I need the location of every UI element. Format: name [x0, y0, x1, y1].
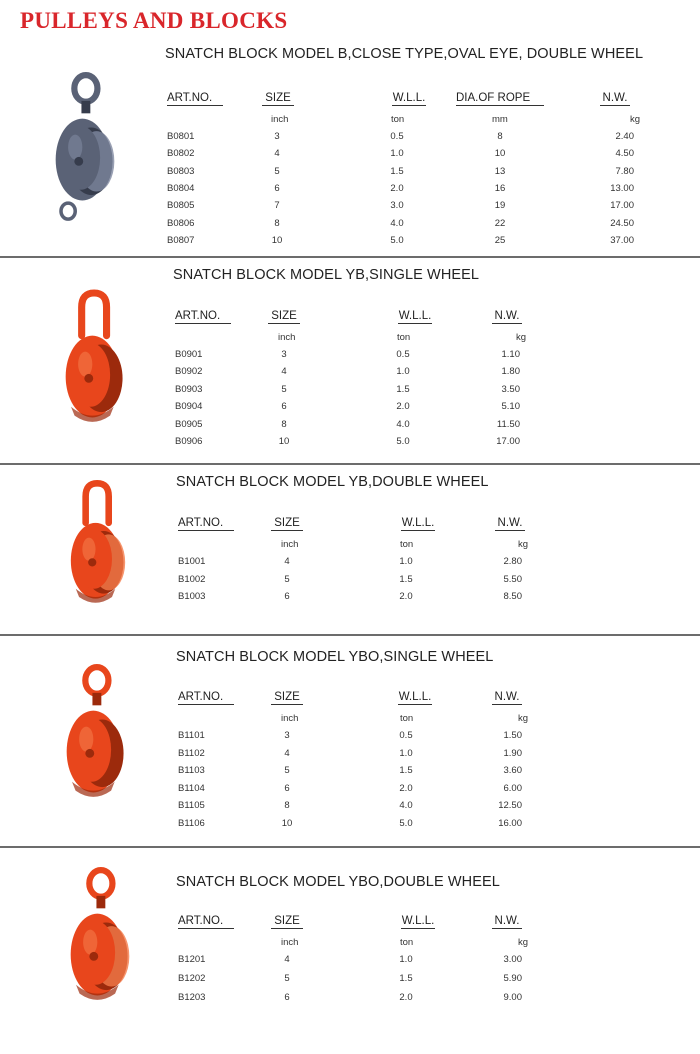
cell-wll: 5.0 — [399, 817, 413, 829]
column-header-label: ART.NO. — [167, 92, 213, 104]
cell-size: 4 — [284, 954, 290, 965]
column-header-label: N.W. — [494, 691, 520, 703]
cell-size: 6 — [284, 782, 290, 794]
cell-art: B1201 — [178, 954, 206, 965]
cell-size: 5 — [281, 383, 287, 395]
column-header-label: SIZE — [274, 517, 300, 529]
cell-size: 6 — [284, 992, 290, 1003]
cell-size: 5 — [284, 765, 290, 776]
cell-nw: 7.80 — [615, 165, 634, 177]
cell-size: 10 — [271, 234, 283, 246]
header-underline — [492, 928, 522, 929]
cell-nw: 6.00 — [503, 782, 522, 794]
axle-shape — [89, 952, 98, 961]
column-header-label: N.W. — [602, 92, 628, 104]
header-underline — [178, 704, 234, 705]
cell-size: 5 — [284, 973, 290, 984]
column-header-label: ART.NO. — [178, 691, 224, 703]
cell-dia: 10 — [494, 148, 506, 160]
section-divider — [0, 463, 700, 465]
axle-shape — [84, 374, 93, 383]
cell-art: B0903 — [175, 383, 203, 395]
cell-wll: 1.0 — [399, 556, 413, 567]
header-underline — [401, 530, 435, 531]
column-header-label: SIZE — [271, 310, 297, 322]
cell-nw: 17.00 — [496, 436, 520, 447]
cell-nw: 16.00 — [498, 817, 522, 829]
header-underline — [398, 323, 432, 324]
cell-art: B0906 — [175, 436, 203, 447]
column-header-label: W.L.L. — [401, 517, 435, 529]
cell-nw: 1.50 — [503, 730, 522, 741]
header-underline — [167, 105, 223, 106]
cell-art: B0902 — [175, 366, 203, 378]
cell-art: B0806 — [167, 217, 195, 229]
column-unit-size: inch — [281, 713, 299, 724]
cell-size: 8 — [274, 217, 280, 229]
column-unit-size: inch — [281, 539, 299, 550]
column-header-art — [167, 92, 223, 106]
cell-wll: 4.0 — [399, 800, 413, 811]
section-divider — [0, 256, 700, 258]
cell-size: 4 — [284, 556, 290, 567]
cell-art: B1106 — [178, 817, 205, 829]
axle-shape — [74, 157, 83, 166]
column-header-label: DIA.OF ROPE — [456, 92, 531, 104]
column-unit-nw: kg — [517, 539, 528, 550]
column-header-dia — [456, 92, 544, 106]
cell-wll: 5.0 — [390, 234, 404, 246]
column-header-wll — [398, 691, 432, 705]
cell-nw: 3.60 — [503, 765, 522, 776]
cell-nw: 37.00 — [610, 234, 634, 246]
cell-art: B1105 — [178, 800, 205, 811]
cell-size: 6 — [284, 591, 290, 602]
cell-nw: 1.90 — [503, 747, 522, 759]
cell-art: B1002 — [178, 573, 206, 585]
header-underline — [271, 928, 303, 929]
cell-wll: 3.0 — [390, 200, 404, 212]
cell-art: B1102 — [178, 747, 205, 759]
cell-nw: 1.80 — [501, 366, 520, 378]
cell-wll: 1.5 — [396, 383, 410, 395]
cell-wll: 1.5 — [390, 165, 404, 177]
header-underline — [268, 323, 300, 324]
snatch-block-image — [56, 650, 136, 830]
cell-art: B0803 — [167, 165, 195, 177]
axle-shape — [85, 749, 94, 758]
cell-size: 7 — [274, 200, 280, 212]
column-header-nw — [492, 691, 522, 705]
cell-nw: 2.40 — [615, 131, 634, 142]
header-underline — [495, 530, 525, 531]
column-header-wll — [398, 310, 432, 324]
cell-wll: 1.0 — [399, 954, 413, 965]
column-header-art — [178, 517, 234, 531]
column-header-size — [271, 915, 303, 929]
cell-wll: 0.5 — [399, 730, 413, 741]
cell-size: 3 — [284, 730, 290, 741]
cell-wll: 4.0 — [390, 217, 404, 229]
column-unit-wll: ton — [391, 114, 405, 125]
column-header-label: SIZE — [265, 92, 291, 104]
cell-wll: 0.5 — [396, 349, 410, 360]
cell-wll: 0.5 — [390, 131, 404, 142]
cell-size: 10 — [278, 436, 290, 447]
header-underline — [271, 530, 303, 531]
header-underline — [600, 105, 630, 106]
column-unit-size: inch — [281, 937, 299, 948]
snatch-block-image — [45, 62, 125, 234]
axle-shape — [88, 558, 96, 566]
column-unit-nw: kg — [515, 332, 526, 343]
section-title: SNATCH BLOCK MODEL YB,SINGLE WHEEL — [173, 267, 480, 283]
shackle-shape — [82, 293, 107, 336]
cell-wll: 1.5 — [399, 765, 413, 776]
header-underline — [178, 530, 234, 531]
header-underline — [492, 704, 522, 705]
shackle-shape — [86, 483, 109, 523]
cell-art: B0901 — [175, 349, 203, 360]
cell-size: 5 — [274, 165, 280, 177]
header-underline — [262, 105, 294, 106]
cell-wll: 1.0 — [399, 747, 413, 759]
column-unit-nw: kg — [629, 114, 640, 125]
cell-wll: 2.0 — [399, 992, 413, 1003]
column-unit-nw: kg — [517, 713, 528, 724]
swivel-eye-shape — [85, 667, 108, 694]
cell-nw: 13.00 — [610, 182, 634, 194]
cell-wll: 2.0 — [399, 591, 413, 602]
column-header-label: N.W. — [494, 310, 520, 322]
column-unit-wll: ton — [400, 937, 414, 948]
header-underline — [456, 105, 544, 106]
column-header-label: SIZE — [274, 915, 300, 927]
cell-art: B1001 — [178, 556, 206, 567]
cell-nw: 17.00 — [610, 200, 634, 212]
column-header-size — [271, 517, 303, 531]
column-header-label: N.W. — [497, 517, 523, 529]
section-divider — [0, 846, 700, 848]
section-title: SNATCH BLOCK MODEL YB,DOUBLE WHEEL — [176, 474, 489, 490]
cell-nw: 3.00 — [503, 954, 522, 965]
snatch-block-image — [60, 858, 140, 1028]
column-header-label: W.L.L. — [398, 691, 432, 703]
cell-size: 6 — [274, 182, 280, 194]
column-unit-wll: ton — [397, 332, 411, 343]
cell-size: 5 — [284, 573, 290, 585]
page-title: PULLEYS AND BLOCKS — [20, 8, 288, 33]
header-underline — [392, 105, 426, 106]
column-header-wll — [401, 915, 435, 929]
cell-wll: 1.5 — [399, 973, 413, 984]
column-header-size — [262, 92, 294, 106]
section-title: SNATCH BLOCK MODEL YBO,DOUBLE WHEEL — [176, 874, 500, 890]
cell-art: B0802 — [167, 148, 195, 160]
cell-art: B1202 — [178, 973, 206, 984]
cell-nw: 2.80 — [503, 556, 522, 567]
cell-art: B0804 — [167, 182, 195, 194]
cell-nw: 5.50 — [503, 573, 522, 585]
cell-dia: 25 — [494, 234, 506, 246]
cell-art: B1101 — [178, 730, 205, 741]
column-header-label: N.W. — [494, 915, 520, 927]
header-underline — [401, 928, 435, 929]
cell-wll: 5.0 — [396, 436, 410, 447]
snatch-block-image — [55, 285, 135, 445]
cell-wll: 4.0 — [396, 418, 410, 430]
cell-size: 4 — [284, 747, 290, 759]
cell-dia: 16 — [494, 182, 506, 194]
cell-size: 8 — [284, 800, 290, 811]
cell-size: 8 — [281, 418, 287, 430]
header-underline — [178, 928, 234, 929]
cell-nw: 8.50 — [503, 591, 522, 602]
column-header-size — [268, 310, 300, 324]
cell-wll: 2.0 — [390, 182, 404, 194]
cell-nw: 5.10 — [501, 401, 520, 413]
cell-art: B0801 — [167, 131, 195, 142]
cell-nw: 12.50 — [498, 800, 522, 811]
column-header-wll — [401, 517, 435, 531]
cell-wll: 2.0 — [399, 782, 413, 794]
cell-size: 4 — [274, 148, 280, 160]
cell-art: B0807 — [167, 234, 195, 246]
column-header-nw — [495, 517, 525, 531]
cell-art: B0805 — [167, 200, 195, 212]
column-unit-wll: ton — [400, 539, 414, 550]
swivel-eye-shape — [89, 870, 112, 897]
column-unit-dia: mm — [492, 114, 508, 125]
cell-art: B1203 — [178, 992, 206, 1003]
column-header-label: ART.NO. — [175, 310, 221, 322]
column-header-label: SIZE — [274, 691, 300, 703]
column-header-art — [175, 310, 231, 324]
cell-size: 4 — [281, 366, 287, 378]
cell-size: 3 — [274, 131, 280, 142]
column-header-label: W.L.L. — [392, 92, 426, 104]
section-divider — [0, 634, 700, 636]
cell-art: B0904 — [175, 401, 203, 413]
cell-wll: 1.0 — [396, 366, 410, 378]
cell-dia: 8 — [497, 131, 503, 142]
header-underline — [175, 323, 231, 324]
column-unit-size: inch — [271, 114, 289, 125]
cell-size: 10 — [281, 817, 293, 829]
header-underline — [271, 704, 303, 705]
header-underline — [398, 704, 432, 705]
column-header-label: ART.NO. — [178, 517, 224, 529]
cell-nw: 24.50 — [610, 217, 634, 229]
cell-art: B1104 — [178, 782, 205, 794]
cell-size: 3 — [281, 349, 287, 360]
cell-nw: 3.50 — [501, 383, 520, 395]
header-underline — [492, 323, 522, 324]
column-header-label: W.L.L. — [398, 310, 432, 322]
cell-dia: 19 — [494, 200, 506, 212]
cell-nw: 1.10 — [501, 349, 520, 360]
cell-nw: 5.90 — [503, 973, 522, 984]
column-header-nw — [492, 310, 522, 324]
snatch-block-image — [58, 480, 138, 620]
column-header-size — [271, 691, 303, 705]
column-header-nw — [492, 915, 522, 929]
cell-nw: 11.50 — [496, 418, 520, 430]
swivel-eye-shape — [74, 75, 97, 102]
cell-art: B0905 — [175, 418, 203, 430]
cell-nw: 4.50 — [615, 148, 634, 160]
section-title: SNATCH BLOCK MODEL B,CLOSE TYPE,OVAL EYE, DOUBLE WHEEL — [165, 46, 644, 62]
column-unit-nw: kg — [517, 937, 528, 948]
column-header-nw — [600, 92, 630, 106]
cell-art: B1103 — [178, 765, 205, 776]
column-unit-size: inch — [278, 332, 296, 343]
column-header-label: ART.NO. — [178, 915, 224, 927]
section-title: SNATCH BLOCK MODEL YBO,SINGLE WHEEL — [176, 649, 494, 665]
column-header-art — [178, 915, 234, 929]
column-header-art — [178, 691, 234, 705]
column-header-label: W.L.L. — [401, 915, 435, 927]
cell-dia: 22 — [494, 217, 506, 229]
cell-wll: 1.5 — [399, 573, 413, 585]
cell-dia: 13 — [494, 165, 506, 177]
column-unit-wll: ton — [400, 713, 414, 724]
cell-nw: 9.00 — [503, 992, 522, 1003]
column-header-wll — [392, 92, 426, 106]
cell-wll: 1.0 — [390, 148, 404, 160]
cell-wll: 2.0 — [396, 401, 410, 413]
cell-art: B1003 — [178, 591, 206, 602]
cell-size: 6 — [281, 401, 287, 413]
